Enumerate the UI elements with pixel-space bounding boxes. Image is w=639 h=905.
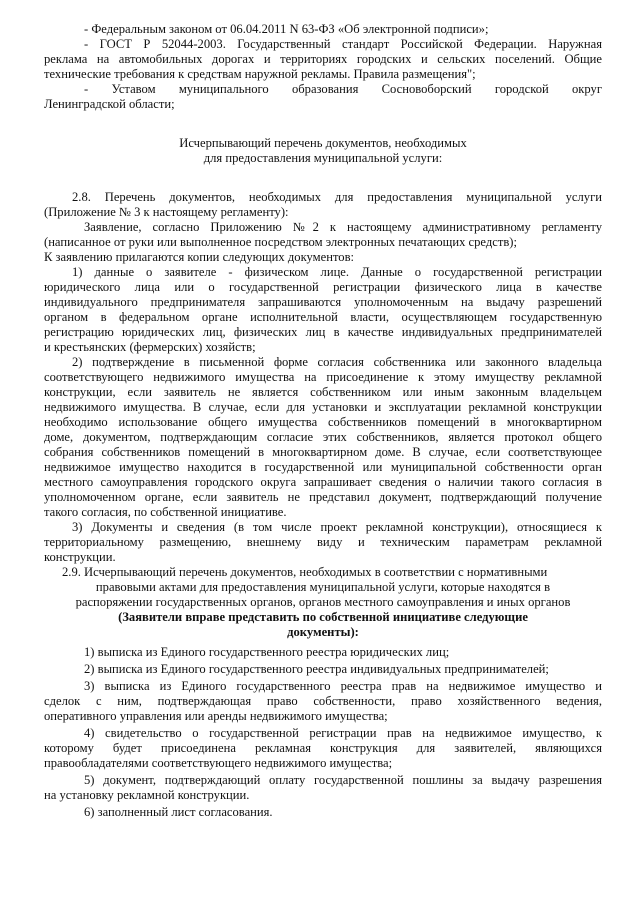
item-2-line4: недвижимого имущества. В случае, если для установки и эксплуатации рекламной конструкции xyxy=(44,400,602,414)
list-item-3-line3: оперативного управления или аренды недвижимого имущества; xyxy=(44,709,388,723)
item-3-line2: территориальному размещению, внешнему виду и техническим параметрам рекламной xyxy=(44,535,602,549)
law-item-gost-line1: - ГОСТ Р 52044-2003. Государственный стандарт Российской Федерации. Наружная xyxy=(84,37,602,51)
item-2-line10: уполномоченном органе, если заявитель не представил документ, подтверждающий получение xyxy=(44,490,602,504)
item-2-line6: доме, документом, подтверждающим согласие этих собственников, является протокол общего xyxy=(44,430,602,444)
law-item-gost-line3: технические требования к средствам наружной рекламы. Правила размещения"; xyxy=(44,67,476,81)
item-2-line8: недвижимое имущество находится в государственной или муниципальной собственности орган xyxy=(44,460,602,474)
item-2-line11: такого согласия, по собственной инициативе. xyxy=(44,505,287,519)
list-item-4-line3: правообладателями соответствующего недвижимого имущества; xyxy=(44,756,393,770)
item-1-line2: юридического лица или о государственной регистрации физического лица в качестве xyxy=(44,280,602,294)
list-item-1: 1) выписка из Единого государственного реестра юридических лиц; xyxy=(84,645,450,659)
section-2-8-line1: 2.8. Перечень документов, необходимых для предоставления муниципальной услуги xyxy=(72,190,602,204)
item-1-line5: регистрацию юридических лиц, физических лиц в качестве индивидуальных предпринимателей xyxy=(44,325,602,339)
list-item-3-line1: 3) выписка из Единого государственного реестра прав на недвижимое имущество и xyxy=(84,679,602,693)
item-1-line3: индивидуального предпринимателя запрашиваются уполномоченным на выдачу разрешений xyxy=(44,295,602,309)
item-2-line1: 2) подтверждение в письменной форме согласия собственника или законного владельца xyxy=(72,355,602,369)
item-1-line1: 1) данные о заявителе - физическом лице. Данные о государственной регистрации xyxy=(72,265,602,279)
item-2-line7: собрания собственников помещений в многоквартирном доме. В случае, если соответствующее xyxy=(44,445,602,459)
list-item-5-line2: на установку рекламной конструкции. xyxy=(44,788,250,802)
list-item-2: 2) выписка из Единого государственного реестра индивидуальных предпринимателей; xyxy=(84,662,549,676)
item-1-line6: и крестьянских (фермерских) хозяйств; xyxy=(44,340,256,354)
law-item-gost-line2: реклама на автомобильных дорогах и территориях городских и сельских поселений. Общие xyxy=(44,52,602,66)
section-2-9-line3: распоряжении государственных органов, органов местного самоуправления и иных органов xyxy=(75,595,571,609)
section-heading-line1: Исчерпывающий перечень документов, необходимых xyxy=(179,136,467,150)
item-2-line9: местного самоуправления городского округа запрашивает сведения о наличии такого согласия в xyxy=(44,475,602,489)
section-2-9-line2: правовыми актами для предоставления муниципальной услуги, которые находятся в xyxy=(95,580,551,594)
list-item-5-line1: 5) документ, подтверждающий оплату государственной пошлины за выдачу разрешения xyxy=(84,773,602,787)
item-1-line4: органом в федеральном органе исполнительной власти, осуществляющем государственную xyxy=(44,310,602,324)
section-2-8-line2: (Приложение № 3 к настоящему регламенту): xyxy=(44,205,289,219)
list-item-4-line2: которому будет присоединена рекламная конструкция для заявителей, являющихся xyxy=(44,741,602,755)
item-3-line3: конструкции. xyxy=(44,550,116,564)
section-heading-line2: для предоставления муниципальной услуги: xyxy=(203,151,443,165)
application-line1: Заявление, согласно Приложению №2 к настоящему административному регламенту xyxy=(84,220,602,234)
section-2-9-line1: 2.9. Исчерпывающий перечень документов, необходимых в соответствии с нормативными xyxy=(62,565,548,579)
law-item-63fz: - Федеральным законом от 06.04.2011 N 63-ФЗ «Об электронной подписи»; xyxy=(84,22,489,36)
item-2-line2: соответствующего недвижимого имущества на присоединение к этому имуществу рекламной xyxy=(44,370,602,384)
section-2-9-bold-line2: документы): xyxy=(287,625,359,639)
item-2-line3: конструкции, если заявитель не является собственником или иным законным владельцем xyxy=(44,385,602,399)
list-item-4-line1: 4) свидетельство о государственной регистрации прав на недвижимое имущество, к xyxy=(84,726,602,740)
law-item-charter-line2: Ленинградской области; xyxy=(44,97,175,111)
law-item-charter-line1: - Уставом муниципального образования Сосновоборский городской округ xyxy=(84,82,602,96)
section-2-9-bold-line1: (Заявители вправе представить по собственной инициативе следующие xyxy=(118,610,528,624)
list-item-6: 6) заполненный лист согласования. xyxy=(84,805,273,819)
attachments-intro: К заявлению прилагаются копии следующих документов: xyxy=(44,250,355,264)
item-2-line5: необходимо использование общего имущества собственников помещений в многоквартирном xyxy=(44,415,602,429)
item-3-line1: 3) Документы и сведения (в том числе проект рекламной конструкции), относящиеся к xyxy=(72,520,602,534)
application-line2: (написанное от руки или выполненное посредством электронных печатающих средств); xyxy=(44,235,517,249)
list-item-3-line2: сделок с ним, подтверждающая право собственности, право хозяйственного ведения, xyxy=(44,694,602,708)
